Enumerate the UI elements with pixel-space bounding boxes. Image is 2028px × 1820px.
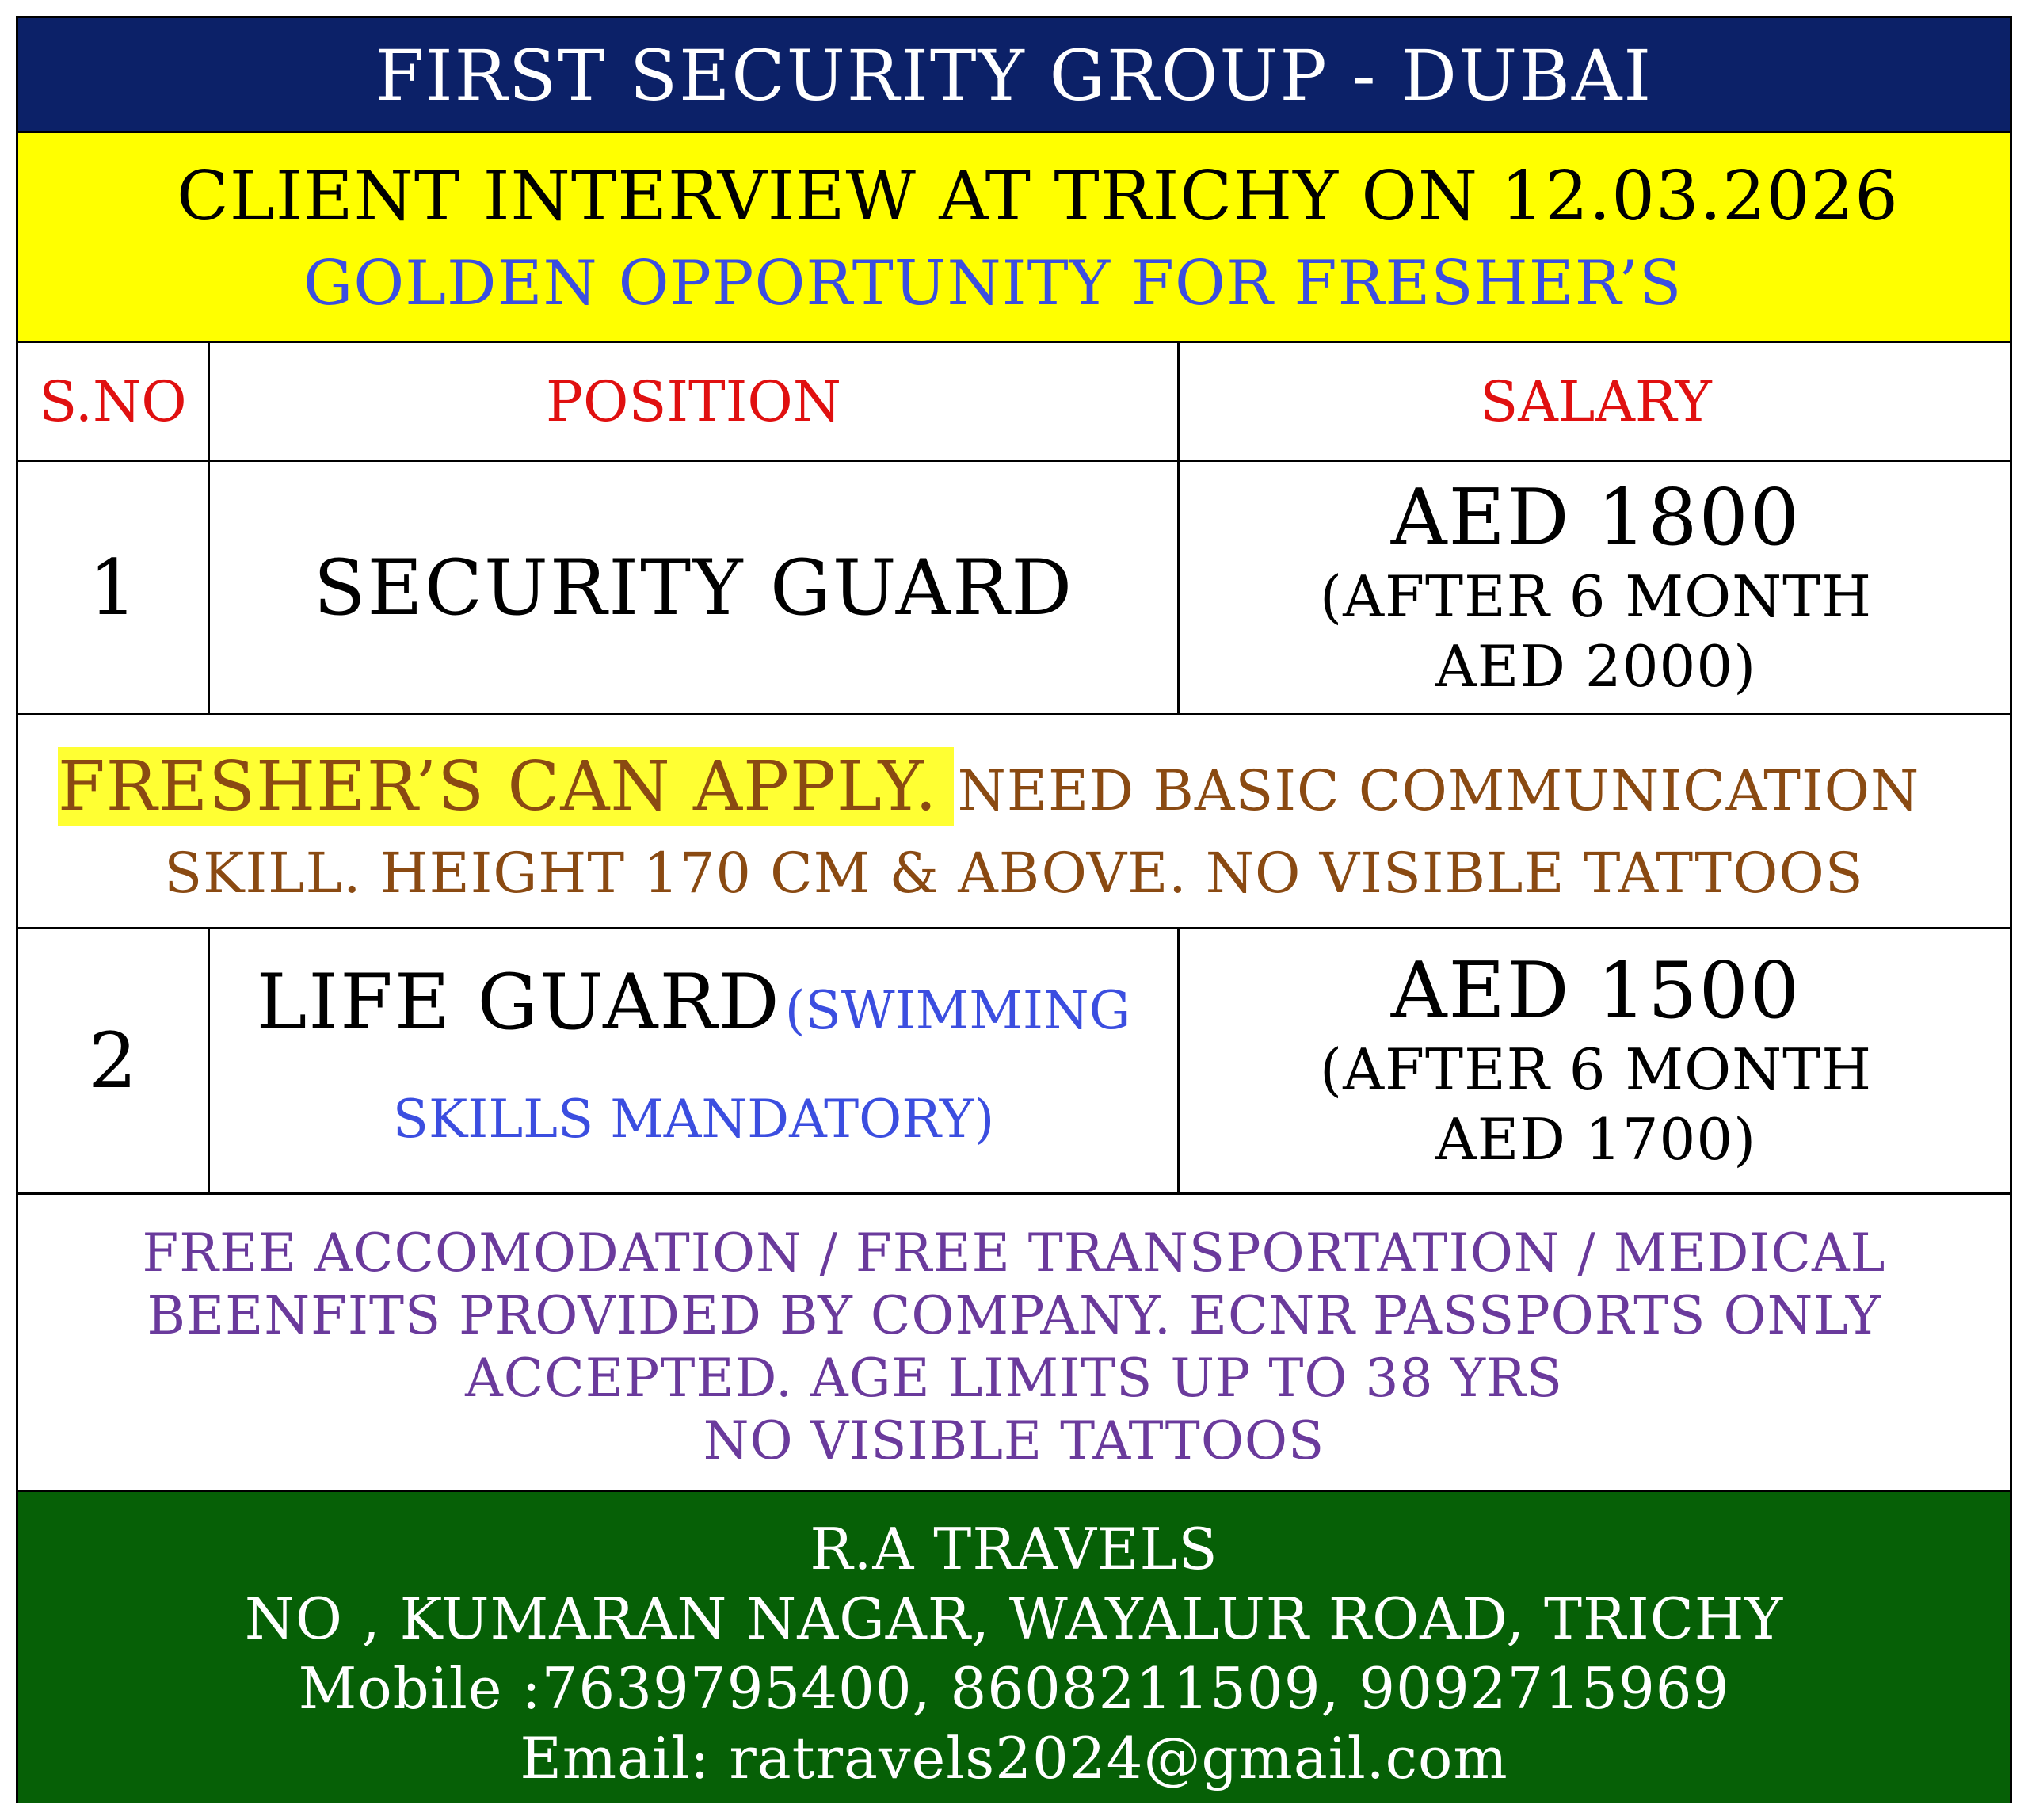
row-position: [210, 462, 1180, 713]
company-address: NO , KUMARAN NAGAR, WAYALUR ROAD, TRICHY: [244, 1585, 1784, 1652]
salary-amount: AED 1500: [1390, 946, 1801, 1036]
salary-after: (AFTER 6 MONTH: [1320, 563, 1872, 630]
position-title: LIFE GUARD: [256, 958, 781, 1047]
column-header-sno: S.NO: [18, 343, 210, 460]
position-note: (SWIMMING: [784, 980, 1131, 1041]
table-header: [18, 343, 2010, 462]
contact-footer: [18, 1492, 2010, 1803]
salary-raised: AED 1700): [1435, 1106, 1757, 1173]
row-salary: [1180, 929, 2012, 1192]
column-header-salary: SALARY: [1480, 368, 1712, 434]
row-salary: [1180, 462, 2012, 713]
benefits-line-4: NO VISIBLE TATTOOS: [703, 1410, 1325, 1471]
row-position: [210, 929, 1180, 1192]
requirements-note: [18, 715, 2010, 929]
sno-value: 1: [88, 543, 138, 632]
position-title: SECURITY GUARD: [313, 543, 1074, 632]
benefits-line-2: BEENFITS PROVIDED BY COMPANY. ECNR PASSPORTS ONLY: [147, 1285, 1881, 1346]
table-row: [18, 462, 2010, 715]
mobile-numbers: Mobile :7639795400, 8608211509, 9092715969: [298, 1655, 1730, 1722]
title-band: [18, 18, 2010, 133]
interview-date: CLIENT INTERVIEW AT TRICHY ON 12.03.2026: [177, 157, 1899, 236]
freshers-highlight: FRESHER’S CAN APPLY.: [58, 747, 954, 826]
salary-amount: AED 1800: [1390, 472, 1801, 563]
benefits-line-3: ACCEPTED. AGE LIMITS UP TO 38 YRS: [465, 1348, 1563, 1409]
salary-raised: AED 2000): [1435, 632, 1757, 700]
requirements-line-2: SKILL. HEIGHT 170 CM & ABOVE. NO VISIBLE TATTOOS: [164, 841, 1864, 906]
company-name: R.A TRAVELS: [810, 1516, 1218, 1582]
position-note-2: SKILLS MANDATORY): [392, 1089, 995, 1150]
email-address: Email: ratravels2024@gmail.com: [520, 1725, 1508, 1791]
job-poster: [16, 16, 2012, 1803]
benefits-line-1: FREE ACCOMODATION / FREE TRANSPORTATION / MEDICAL: [142, 1223, 1886, 1284]
column-header-position: POSITION: [210, 343, 1180, 460]
salary-after: (AFTER 6 MONTH: [1320, 1036, 1872, 1103]
requirements-line-1: NEED BASIC COMMUNICATION: [957, 758, 1920, 823]
opportunity-subtitle: GOLDEN OPPORTUNITY FOR FRESHER’S: [303, 248, 1683, 319]
interview-banner: [18, 133, 2010, 343]
page-title: FIRST SECURITY GROUP - DUBAI: [375, 35, 1653, 116]
table-row: [18, 929, 2010, 1195]
sno-value: 2: [88, 1017, 138, 1105]
benefits-section: [18, 1195, 2010, 1492]
row-sno: [18, 929, 210, 1192]
row-sno: [18, 462, 210, 713]
